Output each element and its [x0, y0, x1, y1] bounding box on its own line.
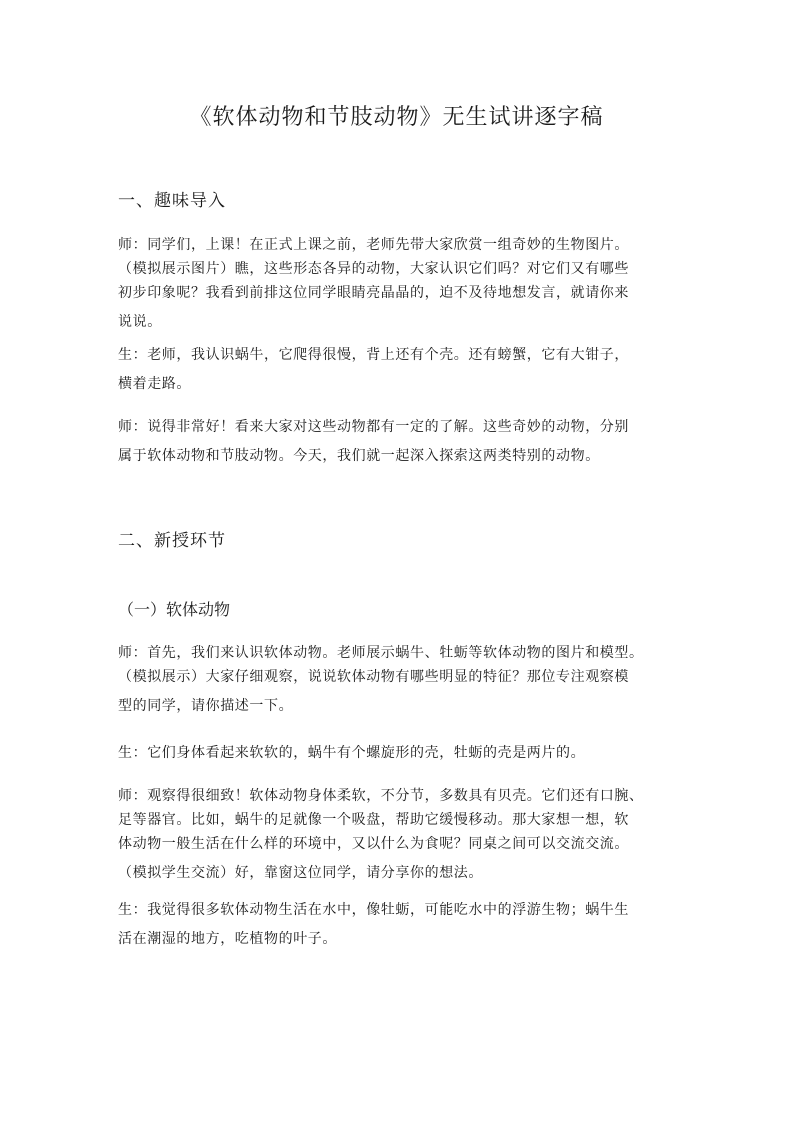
text-line: 生：我觉得很多软体动物生活在水中，像牡蛎，可能吃水中的浮游生物；蜗牛生 — [118, 902, 629, 918]
subsection-heading-mollusks: （一）软体动物 — [118, 600, 231, 619]
text-line: 师：同学们，上课！在正式上课之前，老师先带大家欣赏一组奇妙的生物图片。 — [118, 237, 629, 253]
text-line: 师：观察得很细致！软体动物身体柔软，不分节，多数具有贝壳。它们还有口腕、 — [118, 788, 644, 804]
text-line: 足等器官。比如，蜗牛的足就像一个吸盘，帮助它缓慢移动。那大家想一想，软 — [118, 812, 629, 828]
text-line: 生：它们身体看起来软软的，蜗牛有个螺旋形的壳，牡蛎的壳是两片的。 — [118, 745, 586, 761]
section-heading-intro: 一、趣味导入 — [118, 191, 226, 211]
paragraph — [118, 741, 678, 765]
text-line: 师：首先，我们来认识软体动物。老师展示蜗牛、牡蛎等软体动物的图片和模型。 — [118, 645, 644, 661]
paragraph — [118, 898, 678, 950]
paragraph — [118, 415, 678, 467]
text-line: 初步印象呢？我看到前排这位同学眼睛亮晶晶的，迫不及待地想发言，就请你来 — [118, 285, 629, 301]
paragraph — [118, 641, 678, 717]
paragraph — [118, 233, 678, 333]
text-line: 横着走路。 — [118, 376, 191, 392]
section-heading-new-lesson: 二、新授环节 — [118, 531, 226, 551]
document-title: 《软体动物和节肢动物》无生试讲逐字稿 — [189, 105, 604, 130]
text-line: （模拟展示图片）瞧，这些形态各异的动物，大家认识它们吗？对它们又有哪些 — [118, 261, 629, 277]
text-line: （模拟学生交流）好，靠窗这位同学，请分享你的想法。 — [118, 865, 483, 881]
text-line: （模拟展示）大家仔细观察，说说软体动物有哪些明显的特征？那位专注观察模 — [118, 669, 629, 685]
text-line: 生：老师，我认识蜗牛，它爬得很慢，背上还有个壳。还有螃蟹，它有大钳子， — [118, 347, 629, 363]
text-line: 属于软体动物和节肢动物。今天，我们就一起深入探索这两类特别的动物。 — [118, 448, 600, 464]
paragraph — [118, 784, 678, 884]
text-line: 活在潮湿的地方，吃植物的叶子。 — [118, 931, 337, 947]
paragraph — [118, 343, 678, 395]
text-line: 型的同学，请你描述一下。 — [118, 698, 294, 714]
text-line: 师：说得非常好！看来大家对这些动物都有一定的了解。这些奇妙的动物，分别 — [118, 419, 629, 435]
text-line: 体动物一般生活在什么样的环境中，又以什么为食呢？同桌之间可以交流交流。 — [118, 836, 629, 852]
text-line: 说说。 — [118, 314, 162, 330]
